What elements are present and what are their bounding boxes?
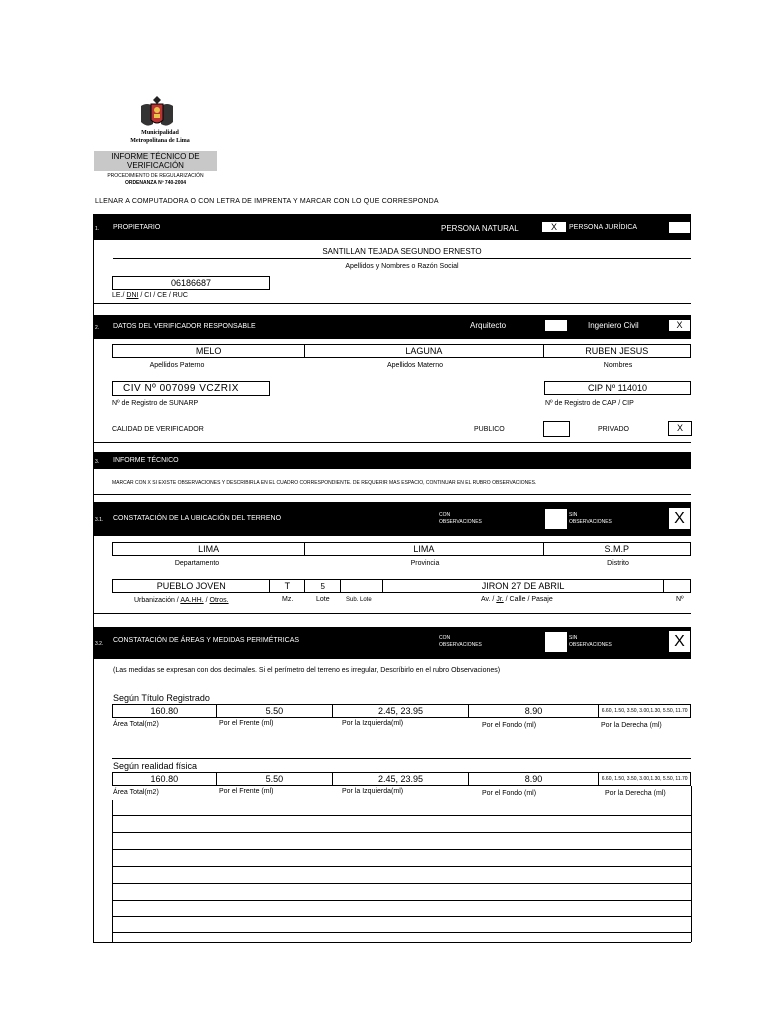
address-row (112, 579, 691, 593)
blank-line-9 (93, 942, 691, 943)
cap-cip-caption: Nº de Registro de CAP / CIP (545, 400, 634, 407)
departamento-value[interactable]: LIMA (113, 543, 305, 555)
urb-caption-otros: Otros. (209, 597, 229, 604)
sunarp-caption: Nº de Registro de SUNARP (112, 400, 199, 407)
procedure-label: PROCEDIMIENTO DE REGULARIZACIÓN (107, 173, 204, 179)
via-caption-post: / Calle / Pasaje (505, 596, 553, 603)
realidad-frente-caption: Por el Frente (ml) (219, 788, 274, 795)
distrito-caption: Distrito (607, 560, 629, 567)
nombres-caption: Nombres (603, 362, 633, 369)
blank-line-1 (112, 815, 691, 816)
doc-type-le: LE./ (112, 292, 125, 299)
numero-value[interactable] (664, 580, 690, 592)
departamento-caption: Departamento (174, 560, 220, 567)
blank-line-3 (112, 849, 691, 850)
document-title-line1: INFORME TÉCNICO DE (111, 152, 200, 161)
document-title-line2: VERIFICACIÓN (127, 161, 184, 170)
realidad-izquierda-caption: Por la Izquierda(ml) (342, 788, 404, 795)
s31-con-obs-label-2: OBSERVACIONES (439, 519, 482, 525)
distrito-value[interactable]: S.M.P (604, 544, 629, 554)
realidad-derecha-caption: Por la Derecha (ml) (605, 790, 666, 797)
realidad-frente[interactable]: 5.50 (217, 773, 334, 785)
section-3-1-title: CONSTATACIÓN DE LA UBICACIÓN DEL TERRENO (113, 515, 282, 522)
s31-con-obs-label-1: CON (439, 512, 451, 518)
section-3-rule (93, 494, 691, 495)
sublote-value[interactable] (341, 580, 383, 592)
section-3-number: 3. (95, 459, 100, 465)
via-caption-prefix: Av. / (481, 596, 495, 603)
form-instruction: LLENAR A COMPUTADORA O CON LETRA DE IMPRENTA Y MARCAR CON LO QUE CORRESPONDA (95, 198, 439, 205)
s32-con-obs-label-2: OBSERVACIONES (439, 642, 482, 648)
titulo-derecha-caption: Por la Derecha (ml) (601, 722, 662, 729)
s32-sin-obs-label-2: OBSERVACIONES (569, 642, 612, 648)
publico-label: PUBLICO (474, 426, 505, 433)
realidad-derecha[interactable]: 6.60, 1.50, 3.50, 3.00,1.30, 5.50, 11.70 (601, 776, 688, 782)
realidad-area-total[interactable]: 160.80 (113, 773, 217, 785)
municipal-coat-of-arms-logo (137, 94, 177, 130)
via-caption (481, 596, 553, 603)
owner-document-number[interactable]: 06186687 (112, 276, 270, 290)
realidad-area-caption: Área Total(m2) (113, 789, 159, 796)
titulo-area-caption: Área Total(m2) (113, 721, 159, 728)
provincia-caption: Provincia (410, 560, 440, 567)
s31-sin-observaciones-checkbox[interactable]: X (668, 507, 691, 530)
realidad-measures-row (112, 772, 691, 786)
section-1-number: 1. (95, 226, 100, 232)
materno-caption: Apellidos Materno (386, 362, 444, 369)
section-3-1-header (93, 502, 691, 536)
cap-cip-registration-field[interactable]: CIP Nº 114010 (544, 381, 691, 395)
manzana-caption: Mz. (282, 596, 294, 603)
verifier-materno[interactable]: LAGUNA (305, 345, 543, 357)
s31-sin-obs-label-2: OBSERVACIONES (569, 519, 612, 525)
blank-line-4 (112, 866, 691, 867)
blank-line-2 (112, 832, 691, 833)
titulo-measures-row (112, 704, 691, 718)
realidad-fondo-caption: Por el Fondo (ml) (482, 790, 537, 797)
titulo-area-total[interactable]: 160.80 (113, 705, 217, 717)
section-1-header (93, 214, 691, 240)
section-3-1-bottom-line (93, 613, 691, 614)
section-1-bottom-line (93, 303, 691, 304)
owner-document-type-caption (112, 292, 188, 299)
persona-natural-label: PERSONA NATURAL (441, 224, 519, 233)
doc-type-dni-selected: DNI (126, 292, 139, 299)
section-3-instruction: MARCAR CON X SI EXISTE OBSERVACIONES Y DESCRIBIRLA EN EL CUADRO CORRESPONDIENTE. DE REQUERIR MAS ESPACIO, CONTINUAR EN EL RUBRO OBSERVACIONES. (112, 480, 537, 486)
titulo-izquierda[interactable]: 2.45, 23.95 (333, 705, 469, 717)
titulo-fondo[interactable]: 8.90 (469, 705, 600, 717)
verifier-name-row (112, 344, 691, 358)
org-name-line2: Metropolitana de Lima (130, 138, 190, 144)
ordinance-label: ORDENANZA Nº 740-2004 (124, 180, 187, 186)
section-2-header (93, 315, 691, 339)
section-2-bottom-line (93, 442, 691, 443)
numero-caption: Nº (676, 596, 684, 603)
realidad-fondo[interactable]: 8.90 (469, 773, 600, 785)
urb-caption-aahh: AA.HH. (180, 597, 204, 604)
urbanizacion-value[interactable]: PUEBLO JOVEN (113, 580, 270, 592)
urb-caption-sep: / (205, 597, 208, 604)
owner-name-line (113, 258, 691, 259)
lote-caption: Lote (316, 596, 330, 603)
s31-sin-obs-label-1: SIN (569, 512, 578, 518)
arquitecto-checkbox[interactable] (544, 319, 568, 332)
realidad-izquierda[interactable]: 2.45, 23.95 (333, 773, 469, 785)
notes-right-border (691, 786, 692, 942)
section-3-title: INFORME TÉCNICO (113, 457, 179, 464)
calidad-verificador-label: CALIDAD DE VERIFICADOR (112, 426, 204, 433)
section-3-2-title: CONSTATACIÓN DE ÁREAS Y MEDIDAS PERIMÉTRICAS (113, 637, 300, 644)
measures-note: (Las medidas se expresan con dos decimales. Si el perímetro del terreno es irregular, Descríbirlo en el rubro Observaciones) (113, 667, 501, 674)
privado-label: PRIVADO (598, 426, 629, 433)
section-2-number: 2. (95, 325, 100, 331)
owner-name-caption: Apellidos y Nombres o Razón Social (345, 263, 459, 270)
manzana-value[interactable]: T (270, 580, 305, 592)
paterno-caption: Apellidos Paterno (149, 362, 205, 369)
urb-caption-prefix: Urbanización / (134, 597, 179, 604)
blank-line-6 (112, 900, 691, 901)
ingeniero-civil-checkbox[interactable]: X (668, 319, 691, 332)
persona-juridica-checkbox[interactable] (668, 221, 691, 234)
sublote-caption: Sub. Lote (346, 597, 372, 603)
blank-line-5 (112, 883, 691, 884)
s31-con-observaciones-checkbox[interactable] (544, 508, 568, 530)
arquitecto-label: Arquitecto (470, 321, 507, 330)
s32-con-obs-label-1: CON (439, 635, 451, 641)
s32-sin-observaciones-checkbox[interactable]: X (668, 630, 691, 653)
section-3-header (93, 452, 691, 469)
s32-con-observaciones-checkbox[interactable] (544, 631, 568, 653)
s32-sin-obs-label-1: SIN (569, 635, 578, 641)
section-3-2-header (93, 627, 691, 659)
titulo-registrado-label: Según Título Registrado (113, 693, 210, 703)
blank-line-7 (112, 916, 691, 917)
privado-checkbox[interactable]: X (668, 421, 692, 436)
via-caption-jr: Jr. (496, 596, 504, 603)
verifier-paterno[interactable]: MELO (113, 345, 305, 357)
doc-type-others: / CI / CE / RUC (140, 292, 188, 299)
titulo-fondo-caption: Por el Fondo (ml) (482, 722, 537, 729)
titulo-frente[interactable]: 5.50 (217, 705, 334, 717)
persona-natural-checkbox[interactable]: X (541, 221, 567, 233)
section-3-1-number: 3.1. (95, 517, 104, 523)
sunarp-registration-field[interactable]: CIV Nº 007099 VCZRIX (112, 381, 270, 396)
titulo-frente-caption: Por el Frente (ml) (219, 720, 274, 727)
org-name-line1: Municipalidad (141, 130, 179, 136)
verifier-nombres[interactable]: RUBEN JESUS (585, 346, 649, 356)
ingeniero-civil-label: Ingeniero Civil (588, 321, 639, 330)
section-2-title: DATOS DEL VERIFICADOR RESPONSABLE (113, 323, 256, 330)
provincia-value[interactable]: LIMA (305, 543, 543, 555)
notes-inner-left-border (112, 800, 113, 942)
titulo-derecha[interactable]: 6.60, 1.50, 3.50, 3.00,1.30, 5.50, 11.70 (601, 708, 688, 714)
location-row (112, 542, 691, 556)
titulo-izquierda-caption: Por la Izquierda(ml) (342, 720, 404, 727)
owner-name-value: SANTILLAN TEJADA SEGUNDO ERNESTO (322, 247, 482, 256)
via-value[interactable]: JIRON 27 DE ABRIL (383, 580, 664, 592)
persona-juridica-label: PERSONA JURÍDICA (569, 224, 638, 231)
blank-line-8 (112, 932, 691, 933)
urbanizacion-caption (134, 597, 229, 604)
realidad-fisica-label: Según realidad física (113, 761, 198, 771)
section-1-title: PROPIETARIO (113, 224, 161, 231)
document-title-box (94, 151, 217, 171)
lote-value[interactable]: 5 (305, 580, 341, 592)
titulo-separator-line (112, 758, 691, 759)
section-3-2-number: 3.2. (95, 641, 104, 647)
publico-checkbox[interactable] (543, 421, 570, 437)
